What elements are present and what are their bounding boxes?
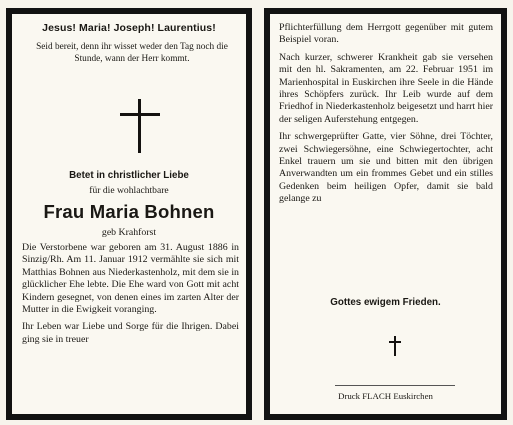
prayer-verse: Seid bereit, denn ihr wisset weder den Tag noch die Stunde, wann der Herr kommt. <box>36 42 228 65</box>
invocation-heading: Jesus! Maria! Joseph! Laurentius! <box>42 22 216 34</box>
divider <box>335 385 455 386</box>
obituary-paragraph: Ihr schwergeprüfter Gatte, vier Söhne, drei Töchter, zwei Schwiegersöhne, eine Schwiegertochter, acht Enkel trauern um sie und bitten mit den übrigen Anverwandten um ein frommes Gebet und ein stilles Gedenken beim heiligen Opfer, damit sie bald gelange zu <box>279 131 493 205</box>
prayer-request: Betet in christlicher Liebe <box>69 170 189 181</box>
memorial-card-left-panel <box>6 8 252 420</box>
deceased-name: Frau Maria Bohnen <box>43 201 215 222</box>
small-cross-icon <box>389 336 401 356</box>
for-line: für die wohlachtbare <box>89 185 169 196</box>
biography-paragraph: Ihr Leben war Liebe und Sorge für die Ihrigen. Dabei ging sie in treuer <box>22 321 239 345</box>
obituary-text <box>279 22 493 206</box>
memorial-card-right-panel <box>264 8 507 420</box>
closing-line: Gottes ewigem Frieden. <box>330 297 441 308</box>
maiden-name: geb Krahforst <box>101 227 157 238</box>
biography-paragraph: Die Verstorbene war geboren am 31. August 1886 in Sinzig/Rh. Am 11. Januar 1912 vermählte sie sich mit Matthias Bohnen aus Niederkastenholz, mit dem sie in glücklicher Ehe lebte. Die Ehe ward von Gott mit acht Kindern gesegnet, von denen eines im zarten Alter der Mutter in die Ewigkeit voranging. <box>22 242 239 316</box>
biography-text <box>22 242 239 346</box>
obituary-paragraph: Pflichterfüllung dem Herrgott gegenüber mit gutem Beispiel voran. <box>279 22 493 46</box>
printer-imprint: Druck FLACH Euskirchen <box>338 391 433 401</box>
obituary-paragraph: Nach kurzer, schwerer Krankheit gab sie versehen mit den hl. Sakramenten, am 22. Februar 1951 im Marienhospital in Euskirchen ihre Seele in die Hände ihres Schöpfers zurück. Ihr Leib wurde auf dem Friedhof in Niederkastenholz beigesetzt und harrt hier der seligen Auferstehung entgegen. <box>279 51 493 125</box>
cross-icon <box>120 99 160 153</box>
